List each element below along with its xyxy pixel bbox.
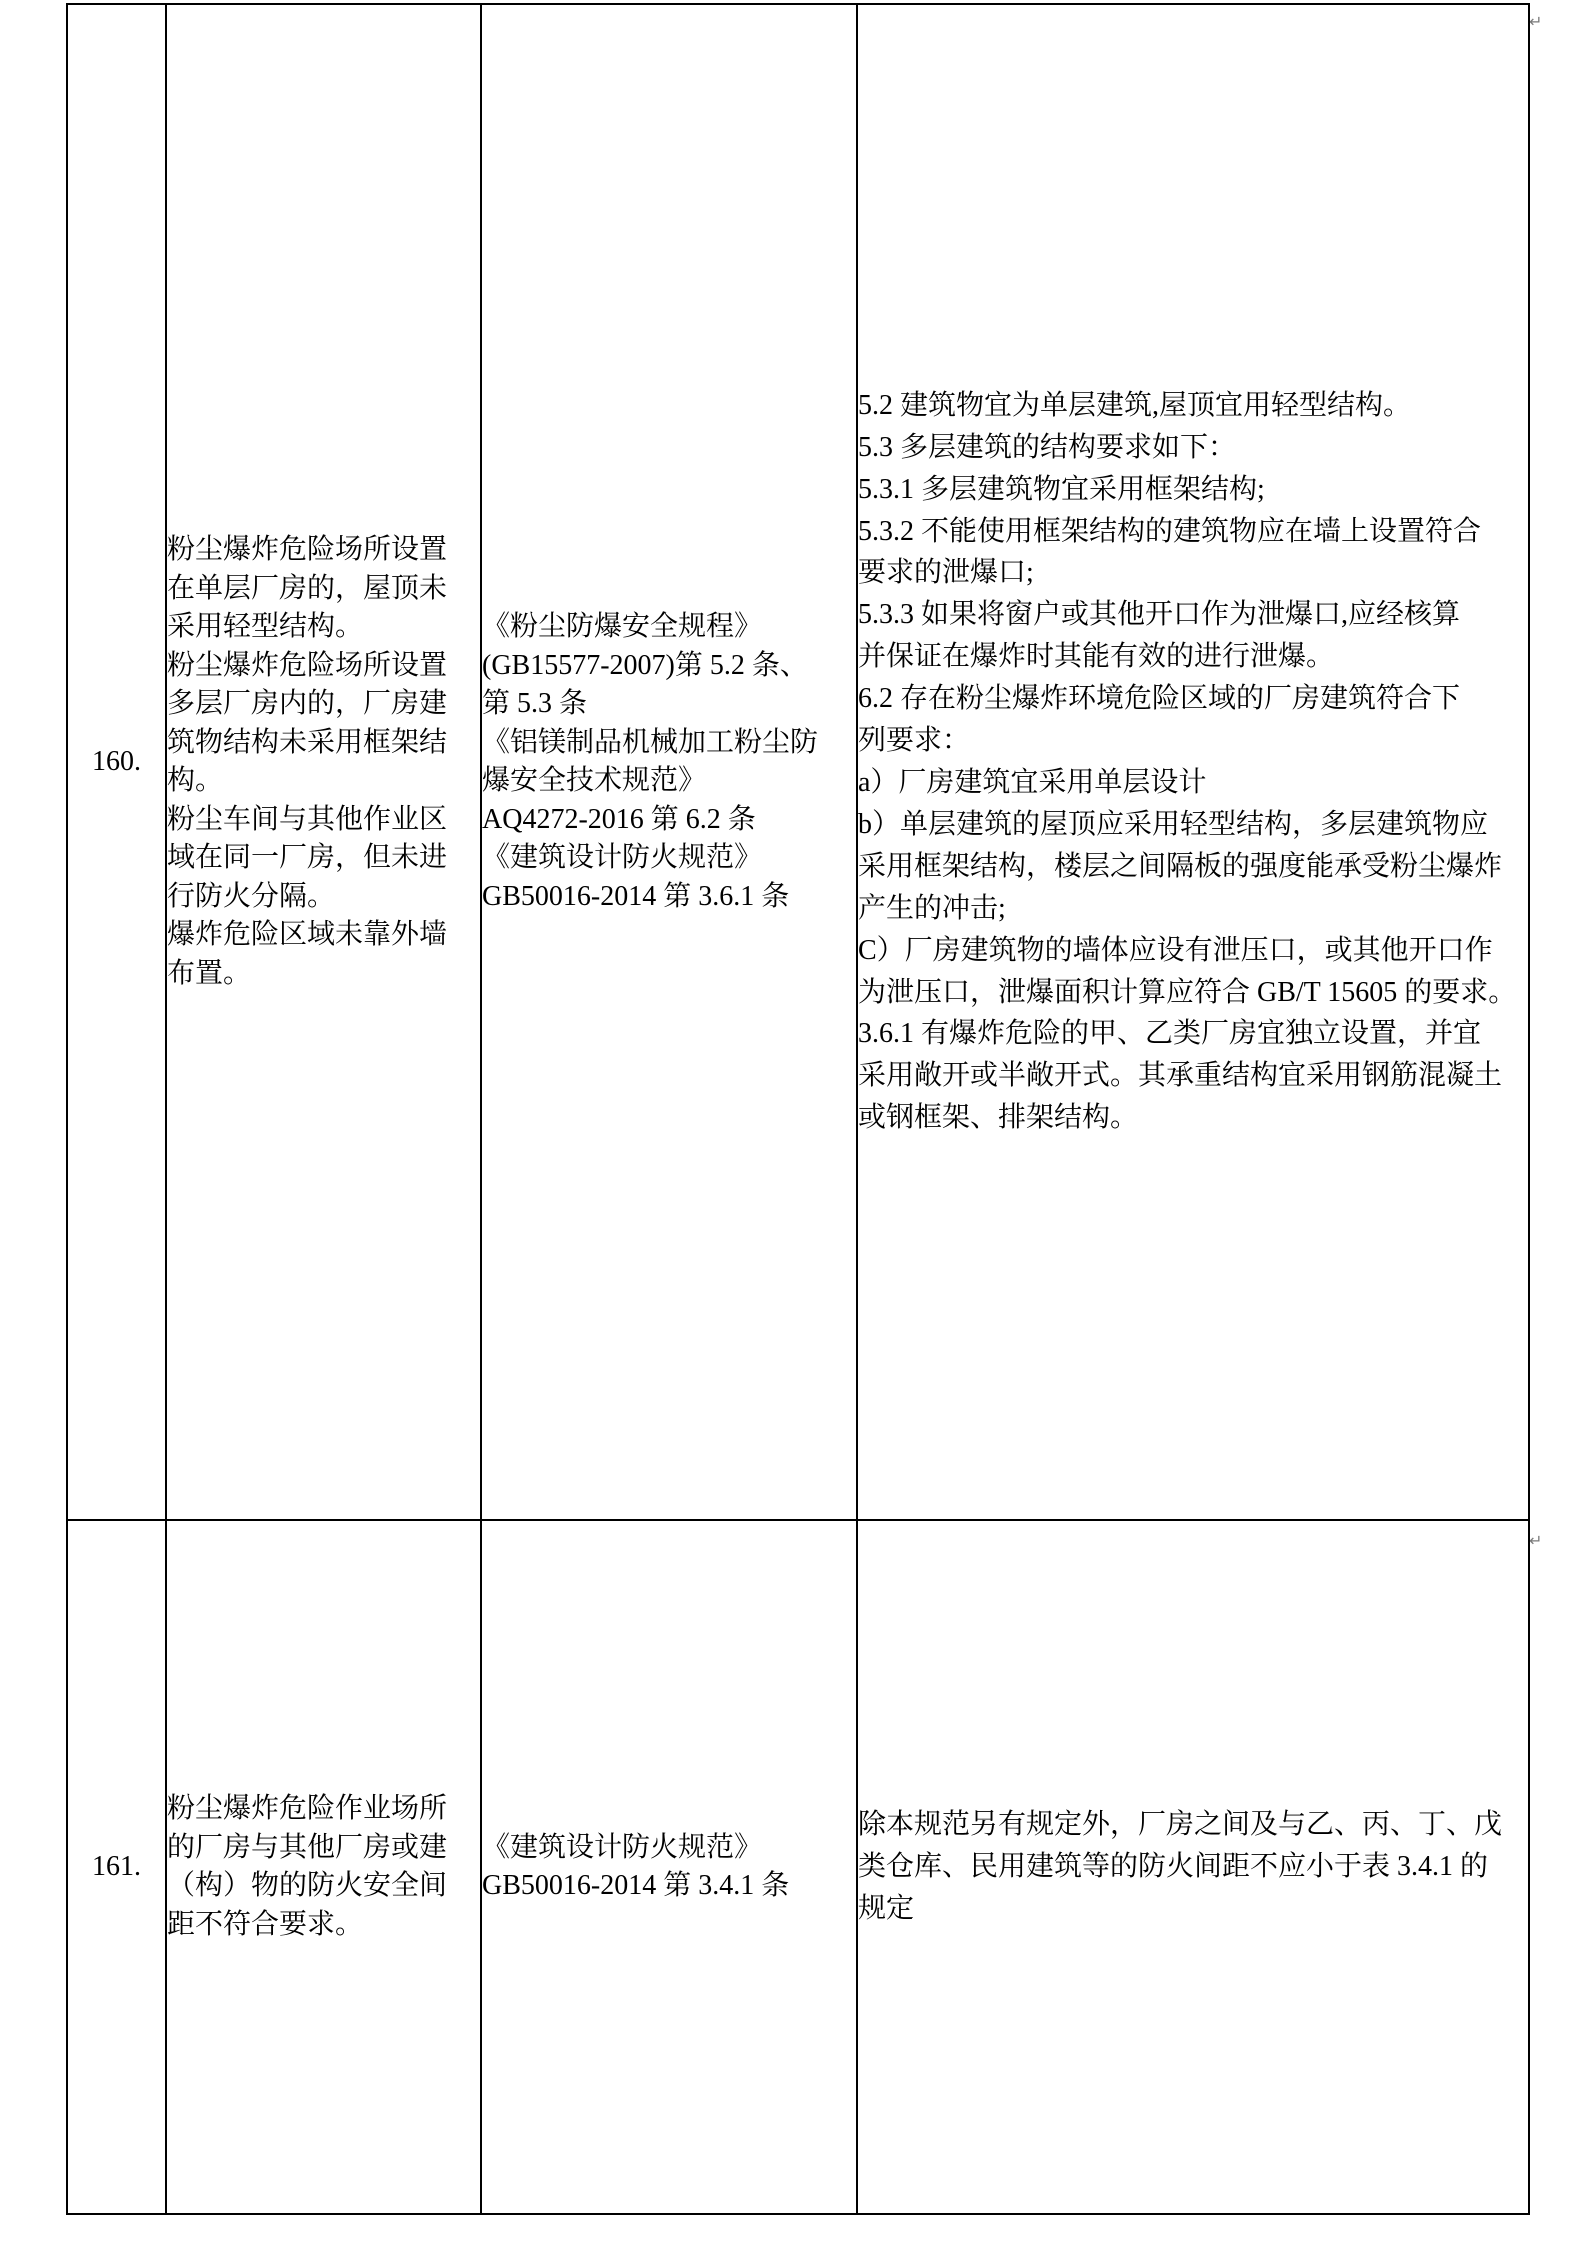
regulation-detail-cell <box>857 1520 1529 2214</box>
text-line: （构）物的防火安全间 <box>167 1870 448 1901</box>
text-line: 粉尘爆炸危险场所设置 <box>167 534 448 565</box>
text-line: 《铝镁制品机械加工粉尘防 <box>482 726 819 758</box>
regulation-detail-cell <box>857 4 1529 1520</box>
text-line: 《粉尘防爆安全规程》 <box>482 611 763 642</box>
row-number: 161. <box>92 1851 141 1882</box>
text-line: AQ4272-2016 第 6.2 条 <box>482 803 756 835</box>
text-line: 多层厂房内的，厂房建 <box>167 688 448 719</box>
text-line: 在单层厂房的，屋顶未 <box>167 572 448 604</box>
table-row-161 <box>67 1520 1529 2214</box>
text-line: 《建筑设计防火规范》 <box>482 842 763 873</box>
text-line: 5.3.1 多层建筑物宜采用框架结构; <box>858 473 1265 505</box>
text-line: 域在同一厂房，但未进 <box>167 842 448 873</box>
text-line: 5.3.2 不能使用框架结构的建筑物应在墙上设置符合 <box>858 515 1482 547</box>
text-line: GB50016-2014 第 3.6.1 条 <box>482 880 790 912</box>
regulation-basis-cell <box>481 1520 857 2214</box>
text-line: 为泄压口，泄爆面积计算应符合 GB/T 15605 的要求。 <box>858 976 1517 1008</box>
text-line: 粉尘车间与其他作业区 <box>167 803 448 835</box>
text-line: 3.6.1 有爆炸危险的甲、乙类厂房宜独立设置，并宜 <box>858 1018 1482 1050</box>
text-line: 距不符合要求。 <box>167 1908 364 1940</box>
text-line: 筑物结构未采用框架结 <box>167 726 448 758</box>
text-line: 并保证在爆炸时其能有效的进行泄爆。 <box>858 641 1335 673</box>
table-row-160 <box>67 4 1529 1520</box>
problem-description-text <box>167 1790 480 1944</box>
text-line: 5.3.3 如果将窗户或其他开口作为泄爆口,应经核算 <box>858 599 1461 631</box>
row-number-cell <box>67 4 166 1520</box>
text-line: 除本规范另有规定外，厂房之间及与乙、丙、丁、戊 <box>858 1809 1503 1841</box>
paragraph-return-mark-icon: ↵ <box>1529 12 1543 31</box>
text-line: b）单层建筑的屋顶应采用轻型结构，多层建筑物应 <box>858 808 1489 840</box>
text-line: 采用敞开或半敞开式。其承重结构宜采用钢筋混凝土 <box>858 1060 1503 1092</box>
regulation-detail-text <box>858 1804 1528 1930</box>
text-line: GB50016-2014 第 3.4.1 条 <box>482 1870 790 1901</box>
text-line: 布置。 <box>167 957 252 989</box>
text-line: 行防火分隔。 <box>167 880 336 912</box>
text-line: 6.2 存在粉尘爆炸环境危险区域的厂房建筑符合下 <box>858 683 1461 715</box>
text-line: 第 5.3 条 <box>482 688 588 719</box>
problem-description-cell <box>166 4 481 1520</box>
text-line: 采用轻型结构。 <box>167 611 364 642</box>
text-line: 5.2 建筑物宜为单层建筑,屋顶宜用轻型结构。 <box>858 389 1412 421</box>
text-line: 《建筑设计防火规范》 <box>482 1831 763 1863</box>
regulation-basis-text <box>482 608 856 916</box>
row-number: 160. <box>92 746 141 777</box>
paragraph-return-mark-icon: ↵ <box>1529 1531 1543 1550</box>
text-line: 类仓库、民用建筑等的防火间距不应小于表 3.4.1 的 <box>858 1851 1489 1883</box>
problem-description-cell <box>166 1520 481 2214</box>
text-line: 粉尘爆炸危险场所设置 <box>167 649 448 681</box>
text-line: 要求的泄爆口; <box>858 557 1034 589</box>
text-line: 构。 <box>167 765 224 796</box>
text-line: 的厂房与其他厂房或建 <box>167 1831 448 1863</box>
row-number-cell <box>67 1520 166 2214</box>
problem-description-text <box>167 531 480 993</box>
regulation-basis-text <box>482 1829 856 1906</box>
text-line: 粉尘爆炸危险作业场所 <box>167 1793 448 1824</box>
hazard-regulation-table <box>66 3 1530 2215</box>
text-line: C）厂房建筑物的墙体应设有泄压口，或其他开口作 <box>858 934 1493 966</box>
text-line: 爆安全技术规范》 <box>482 765 707 796</box>
text-line: 爆炸危险区域未靠外墙 <box>167 919 448 950</box>
regulation-basis-cell <box>481 4 857 1520</box>
text-line: 规定 <box>858 1892 915 1924</box>
text-line: 5.3 多层建筑的结构要求如下： <box>858 431 1237 463</box>
text-line: a）厂房建筑宜采用单层设计 <box>858 767 1207 798</box>
text-line: 或钢框架、排架结构。 <box>858 1102 1139 1134</box>
regulation-detail-text <box>858 385 1528 1139</box>
text-line: 产生的冲击; <box>858 892 1006 924</box>
text-line: 列要求： <box>858 725 971 757</box>
text-line: (GB15577-2007)第 5.2 条、 <box>482 649 808 681</box>
text-line: 采用框架结构，楼层之间隔板的强度能承受粉尘爆炸 <box>858 850 1503 882</box>
